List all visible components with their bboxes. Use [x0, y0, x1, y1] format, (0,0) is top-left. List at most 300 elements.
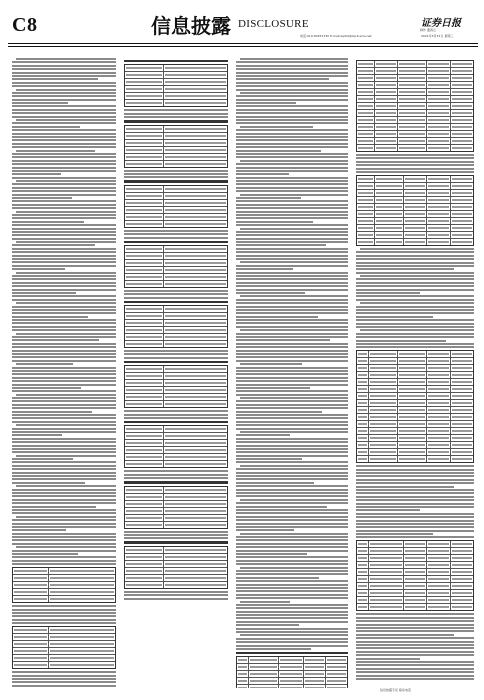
table-row: [125, 79, 227, 86]
issue-date: 2021年3月31日 星期三: [421, 34, 454, 38]
text-line: [12, 238, 116, 240]
table-row: [125, 547, 227, 554]
table-row: [125, 253, 227, 260]
table-row: [125, 200, 227, 207]
text-line: [12, 190, 116, 192]
table-cell: [404, 597, 427, 603]
table-cell: [451, 421, 473, 427]
text-line: [356, 630, 474, 632]
table-row: [237, 678, 347, 685]
section-title: 信息披露: [151, 14, 231, 38]
text-line: [356, 617, 474, 619]
table-cell: [125, 86, 164, 92]
table-cell: [427, 218, 450, 224]
text-line: [356, 627, 474, 629]
table-row: [357, 75, 473, 82]
text-line: [356, 664, 474, 666]
table-cell: [357, 555, 369, 561]
text-line: [16, 150, 95, 152]
table-row: [357, 435, 473, 442]
table-cell: [164, 161, 227, 167]
table-cell: [357, 541, 369, 547]
table-cell: [451, 576, 473, 582]
column-3: [236, 58, 348, 688]
table-cell: [404, 576, 427, 582]
text-line: [240, 533, 348, 535]
text-line: [236, 241, 348, 243]
table-cell: [369, 414, 398, 420]
table-cell: [427, 110, 450, 116]
text-line: [356, 292, 420, 294]
table-cell: [125, 72, 164, 78]
table-cell: [164, 214, 227, 220]
table-row: [357, 428, 473, 435]
table-cell: [125, 100, 164, 106]
text-line: [124, 477, 228, 479]
text-line: [236, 289, 348, 291]
text-line: [240, 465, 348, 467]
text-line: [236, 645, 348, 647]
text-line: [12, 605, 116, 607]
table-row: [13, 582, 115, 589]
table-row: [125, 447, 227, 454]
text-line: [236, 573, 348, 575]
table-cell: [404, 183, 427, 189]
table-cell: [451, 597, 473, 603]
table-cell: [369, 569, 404, 575]
table-cell: [451, 89, 473, 95]
table-cell: [427, 211, 450, 217]
table-cell: [357, 183, 375, 189]
text-line: [12, 146, 116, 148]
text-line: [356, 312, 474, 314]
text-line: [236, 448, 348, 450]
table-cell: [451, 204, 473, 210]
text-line: [12, 387, 81, 389]
text-line: [356, 472, 474, 474]
table-cell: [404, 211, 427, 217]
text-line: [16, 58, 116, 60]
text-line: [12, 448, 116, 450]
text-line: [12, 400, 116, 402]
text-line: [356, 530, 474, 532]
table-cell: [427, 138, 450, 144]
text-line: [16, 241, 116, 243]
text-line: [12, 343, 116, 345]
table-cell: [427, 407, 450, 413]
table-cell: [125, 126, 164, 132]
table-row: [125, 394, 227, 401]
table-cell: [398, 89, 427, 95]
table-row: [125, 274, 227, 281]
table-cell: [125, 515, 164, 521]
table-row: [357, 562, 473, 569]
text-line: [12, 377, 116, 379]
text-line: [124, 357, 228, 359]
text-line: [236, 384, 348, 386]
text-line: [12, 417, 116, 419]
text-line: [12, 461, 116, 463]
table-cell: [164, 320, 227, 326]
text-line: [124, 410, 228, 412]
text-line: [236, 590, 348, 592]
text-line: [236, 350, 348, 352]
table-cell: [451, 110, 473, 116]
text-line: [12, 299, 116, 301]
table-cell: [427, 61, 450, 67]
text-line: [236, 336, 348, 338]
table-cell: [375, 138, 398, 144]
text-line: [16, 333, 116, 335]
table-cell: [304, 685, 326, 688]
table-cell: [357, 393, 369, 399]
table-cell: [125, 334, 164, 340]
table-cell: [125, 93, 164, 99]
text-line: [12, 200, 116, 202]
table-cell: [249, 664, 280, 670]
table-row: [13, 634, 115, 641]
table-cell: [375, 211, 404, 217]
table-cell: [369, 562, 404, 568]
text-line: [236, 156, 348, 158]
table-cell: [427, 435, 450, 441]
table-cell: [357, 358, 369, 364]
table-cell: [427, 576, 450, 582]
text-line: [124, 233, 228, 235]
text-line: [12, 619, 116, 621]
table-row: [125, 433, 227, 440]
table-row: [357, 89, 473, 96]
table-cell: [125, 161, 164, 167]
table-row: [13, 568, 115, 575]
text-line: [12, 214, 116, 216]
text-line: [236, 258, 348, 260]
table-cell: [304, 671, 326, 677]
text-line: [236, 282, 348, 284]
text-line: [236, 577, 319, 579]
table-row: [125, 221, 227, 227]
table-cell: [398, 138, 427, 144]
table-row: [125, 100, 227, 106]
text-line: [12, 109, 116, 111]
table-cell: [164, 154, 227, 160]
text-line: [124, 297, 228, 299]
text-line: [356, 319, 474, 321]
table-cell: [125, 366, 164, 372]
table-cell: [164, 373, 227, 379]
table-cell: [369, 597, 404, 603]
text-line: [12, 72, 116, 74]
text-line: [12, 499, 116, 501]
table-row: [357, 604, 473, 610]
table-cell: [164, 72, 227, 78]
text-line: [240, 601, 290, 603]
table-cell: [398, 421, 427, 427]
text-line: [236, 221, 313, 223]
table-cell: [369, 604, 404, 610]
text-line: [236, 455, 348, 457]
table-cell: [451, 138, 473, 144]
table-cell: [164, 440, 227, 446]
table-cell: [125, 327, 164, 333]
table-cell: [125, 508, 164, 514]
table-cell: [427, 197, 450, 203]
table-row: [125, 522, 227, 528]
text-line: [12, 136, 116, 138]
text-line: [236, 445, 348, 447]
table-cell: [49, 648, 115, 654]
text-line: [236, 234, 348, 236]
column-1: [12, 58, 116, 688]
text-line: [12, 61, 116, 63]
table-cell: [375, 232, 404, 238]
text-line: [16, 516, 116, 518]
text-line: [360, 302, 474, 304]
table-cell: [375, 225, 404, 231]
text-line: [356, 499, 474, 501]
table-cell: [125, 461, 164, 467]
text-line: [236, 468, 348, 470]
text-line: [236, 204, 348, 206]
text-line: [356, 343, 474, 345]
text-line: [12, 445, 116, 447]
table-cell: [404, 590, 427, 596]
table-cell: [451, 449, 473, 455]
text-line: [124, 293, 228, 295]
table-row: [357, 442, 473, 449]
text-line: [236, 173, 289, 175]
data-table: [236, 656, 348, 688]
section-heading-bar: [124, 481, 228, 483]
table-cell: [404, 190, 427, 196]
text-line: [236, 539, 348, 541]
text-line: [236, 421, 348, 423]
table-cell: [164, 515, 227, 521]
table-cell: [125, 447, 164, 453]
table-cell: [13, 655, 49, 661]
table-cell: [369, 435, 398, 441]
table-row: [125, 147, 227, 154]
table-cell: [357, 225, 375, 231]
table-cell: [427, 75, 450, 81]
text-line: [124, 594, 228, 596]
table-cell: [357, 145, 375, 151]
table-cell: [125, 554, 164, 560]
table-cell: [13, 596, 49, 602]
text-line: [12, 407, 116, 409]
table-row: [125, 454, 227, 461]
text-line: [356, 668, 474, 670]
text-line: [12, 312, 116, 314]
table-cell: [357, 211, 375, 217]
text-line: [236, 556, 348, 558]
table-cell: [249, 671, 280, 677]
text-line: [12, 478, 116, 480]
text-line: [12, 350, 116, 352]
text-line: [12, 126, 80, 128]
text-line: [124, 531, 228, 533]
table-cell: [357, 61, 375, 67]
text-line: [356, 326, 474, 328]
text-line: [356, 333, 474, 335]
text-line: [236, 512, 348, 514]
table-cell: [375, 239, 404, 245]
text-line: [12, 319, 116, 321]
table-row: [357, 145, 473, 151]
text-line: [236, 346, 348, 348]
text-line: [356, 624, 474, 626]
table-cell: [375, 75, 398, 81]
table-cell: [164, 260, 227, 266]
text-line: [236, 119, 348, 121]
text-line: [356, 157, 474, 159]
table-row: [237, 671, 347, 678]
text-line: [236, 275, 348, 277]
table-cell: [427, 190, 450, 196]
table-cell: [398, 414, 427, 420]
table-cell: [164, 547, 227, 553]
text-line: [12, 685, 116, 687]
table-cell: [357, 407, 369, 413]
table-row: [357, 590, 473, 597]
text-line: [12, 204, 116, 206]
data-table: [356, 60, 474, 152]
table-cell: [375, 197, 404, 203]
table-cell: [427, 379, 450, 385]
table-cell: [451, 428, 473, 434]
table-cell: [164, 186, 227, 192]
text-line: [236, 461, 348, 463]
table-row: [125, 186, 227, 193]
table-cell: [357, 449, 369, 455]
table-row: [13, 655, 115, 662]
table-row: [357, 386, 473, 393]
text-line: [12, 65, 116, 67]
table-cell: [357, 548, 369, 554]
text-line: [356, 506, 474, 508]
text-line: [236, 550, 348, 552]
section-heading-bar: [124, 120, 228, 122]
text-line: [12, 553, 78, 555]
text-line: [12, 177, 116, 179]
data-table: [124, 245, 228, 288]
text-line: [16, 89, 116, 91]
table-row: [357, 421, 473, 428]
text-line: [236, 112, 348, 114]
table-cell: [398, 75, 427, 81]
text-line: [236, 373, 348, 375]
table-cell: [404, 583, 427, 589]
table-cell: [369, 386, 398, 392]
text-line: [356, 509, 420, 511]
table-row: [13, 641, 115, 648]
text-line: [12, 475, 116, 477]
text-line: [356, 299, 474, 301]
text-line: [236, 285, 348, 287]
text-line: [124, 591, 228, 593]
text-line: [356, 251, 474, 253]
text-line: [356, 536, 474, 538]
table-row: [13, 648, 115, 655]
text-line: [236, 129, 348, 131]
text-line: [236, 451, 348, 453]
text-line: [236, 472, 348, 474]
text-line: [236, 65, 348, 67]
text-line: [12, 502, 116, 504]
text-line: [236, 105, 348, 107]
table-cell: [375, 96, 398, 102]
table-cell: [369, 358, 398, 364]
table-row: [125, 207, 227, 214]
table-cell: [357, 204, 375, 210]
table-cell: [451, 176, 473, 182]
text-line: [356, 671, 474, 673]
text-line: [12, 258, 116, 260]
table-cell: [451, 190, 473, 196]
text-line: [236, 624, 299, 626]
text-line: [12, 397, 116, 399]
text-line: [12, 265, 116, 267]
table-cell: [357, 456, 369, 462]
table-cell: [398, 61, 427, 67]
table-cell: [164, 65, 227, 71]
table-cell: [357, 82, 375, 88]
table-cell: [304, 678, 326, 684]
table-cell: [357, 138, 375, 144]
text-line: [360, 248, 474, 250]
table-cell: [451, 569, 473, 575]
text-line: [12, 560, 116, 562]
text-line: [12, 512, 116, 514]
text-line: [12, 556, 116, 558]
text-line: [124, 116, 228, 118]
table-row: [125, 487, 227, 494]
newspaper-logo: 证券日报: [421, 18, 461, 29]
table-cell: [49, 627, 115, 633]
text-line: [240, 160, 348, 162]
table-cell: [427, 351, 450, 357]
text-line: [12, 539, 116, 541]
text-line: [236, 482, 314, 484]
text-line: [236, 489, 348, 491]
text-line: [236, 394, 348, 396]
table-cell: [427, 400, 450, 406]
text-line: [12, 167, 116, 169]
text-line: [236, 214, 348, 216]
text-line: [12, 95, 116, 97]
table-cell: [427, 82, 450, 88]
table-cell: [398, 442, 427, 448]
text-line: [12, 431, 116, 433]
table-cell: [125, 214, 164, 220]
text-line: [356, 503, 474, 505]
table-cell: [451, 218, 473, 224]
table-cell: [369, 541, 404, 547]
text-line: [12, 671, 116, 673]
table-cell: [427, 442, 450, 448]
text-line: [236, 380, 348, 382]
table-cell: [13, 662, 49, 668]
table-row: [357, 131, 473, 138]
text-line: [12, 322, 116, 324]
table-cell: [404, 604, 427, 610]
table-row: [125, 193, 227, 200]
table-cell: [125, 186, 164, 192]
text-line: [236, 278, 348, 280]
table-row: [357, 61, 473, 68]
table-row: [125, 161, 227, 167]
table-row: [13, 589, 115, 596]
